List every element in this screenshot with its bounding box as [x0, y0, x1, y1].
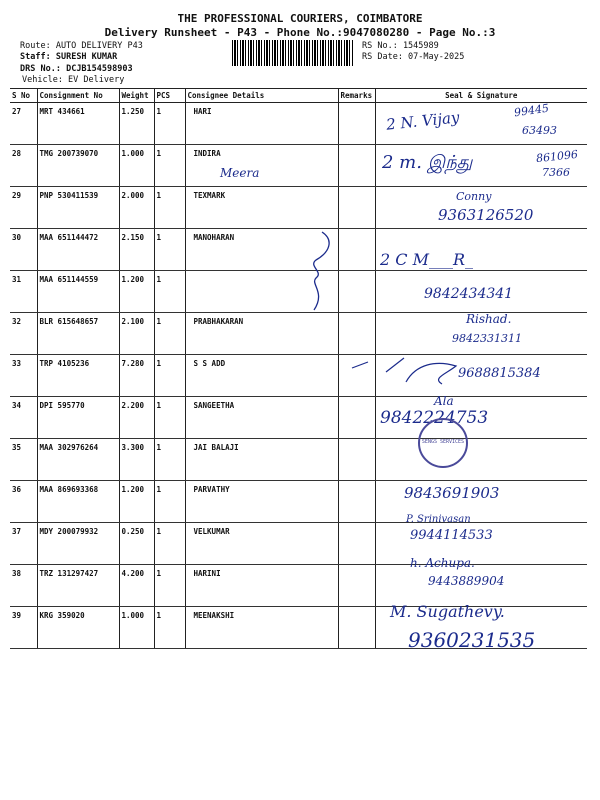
- consignment-number: MAA 651144559: [37, 271, 119, 313]
- table-row: [10, 481, 587, 523]
- phone-27a: 99445: [513, 101, 550, 120]
- row-weight: 1.250: [119, 103, 154, 145]
- consignee-name: S S ADD: [185, 355, 338, 397]
- consignment-number: KRG 359020: [37, 607, 119, 649]
- row-pcs: 1: [154, 313, 185, 355]
- remarks-cell: [338, 607, 375, 649]
- consignee-name: PRABHAKARAN: [185, 313, 338, 355]
- row-sno: 29: [10, 187, 37, 229]
- staff-label: Staff:: [20, 52, 51, 62]
- phone-29: 9363126520: [438, 206, 534, 224]
- table-row: [10, 145, 587, 187]
- col-signature: Seal & Signature: [375, 89, 587, 103]
- row-pcs: 1: [154, 187, 185, 229]
- row-pcs: 1: [154, 271, 185, 313]
- consignee-name: INDIRA: [185, 145, 338, 187]
- consignee-name: JAI BALAJI: [185, 439, 338, 481]
- rs-number: RS No.: 1545989: [362, 41, 439, 51]
- consignment-number: MAA 302976264: [37, 439, 119, 481]
- brace-mark: [300, 226, 340, 316]
- staff-name: SURESH KUMAR: [55, 52, 118, 62]
- col-pcs: PCS: [154, 89, 185, 103]
- consignment-number: TRP 4105236: [37, 355, 119, 397]
- signature-34: Ala: [434, 394, 454, 408]
- signature-29: Conny: [456, 190, 492, 203]
- signature-28: 2 m. இந்து: [382, 152, 473, 173]
- row-weight: 2.200: [119, 397, 154, 439]
- row-sno: 30: [10, 229, 37, 271]
- phone-36: 9843691903: [404, 484, 500, 502]
- table-row: [10, 103, 587, 145]
- row-sno: 36: [10, 481, 37, 523]
- row-pcs: 1: [154, 481, 185, 523]
- phone-27b: 63493: [522, 124, 557, 137]
- vehicle-label: Vehicle: EV Delivery: [22, 75, 125, 85]
- row-pcs: 1: [154, 565, 185, 607]
- row-pcs: 1: [154, 607, 185, 649]
- table-row: [10, 439, 587, 481]
- row-weight: 2.100: [119, 313, 154, 355]
- row-weight: 4.200: [119, 565, 154, 607]
- consignee-name: SANGEETHA: [185, 397, 338, 439]
- consignment-number: PNP 530411539: [37, 187, 119, 229]
- col-sno: S No: [10, 89, 37, 103]
- row-sno: 33: [10, 355, 37, 397]
- row-weight: 1.200: [119, 481, 154, 523]
- row-sno: 39: [10, 607, 37, 649]
- staff-row: [20, 52, 117, 62]
- signature-30: 2 C M___R_: [380, 250, 474, 269]
- row-weight: 1.000: [119, 607, 154, 649]
- consignment-number: MDY 200079932: [37, 523, 119, 565]
- phone-28a: 861096: [535, 147, 579, 166]
- signature-cell: [375, 439, 587, 481]
- table-row: [10, 397, 587, 439]
- signature-38: h. Achupa.: [410, 556, 475, 570]
- signature-27: 2 N. Vijay: [385, 108, 461, 134]
- table-row: [10, 523, 587, 565]
- phone-33: 9688815384: [458, 366, 541, 381]
- consignee-name: HARINI: [185, 565, 338, 607]
- table-row: [10, 229, 587, 271]
- row-pcs: 1: [154, 355, 185, 397]
- runsheet-subtitle: Delivery Runsheet - P43 - Phone No.:9047080280 - Page No.:3: [104, 26, 496, 39]
- phone-39: 9360231535: [408, 628, 536, 652]
- drs-label: DRS No.:: [20, 64, 61, 74]
- remarks-cell: [338, 103, 375, 145]
- barcode: [232, 40, 354, 66]
- remarks-cell: [338, 565, 375, 607]
- phone-34: 9842224753: [380, 408, 489, 428]
- table-header: [10, 89, 587, 103]
- row-weight: 1.000: [119, 145, 154, 187]
- consignment-number: MAA 651144472: [37, 229, 119, 271]
- row-pcs: 1: [154, 523, 185, 565]
- consignment-number: MAA 869693368: [37, 481, 119, 523]
- remarks-cell: [338, 229, 375, 271]
- row-pcs: 1: [154, 439, 185, 481]
- remarks-cell: [338, 145, 375, 187]
- consignment-number: BLR 615648657: [37, 313, 119, 355]
- col-consignment: Consignment No: [37, 89, 119, 103]
- row-weight: 1.200: [119, 271, 154, 313]
- signature-32: Rishad.: [466, 312, 512, 326]
- consignee-name: HARI: [185, 103, 338, 145]
- row-weight: 2.000: [119, 187, 154, 229]
- phone-38: 9443889904: [428, 574, 505, 588]
- phone-28b: 7366: [542, 166, 570, 179]
- remarks-cell: [338, 523, 375, 565]
- row-pcs: 1: [154, 103, 185, 145]
- route-label: Route: AUTO DELIVERY P43: [20, 41, 143, 51]
- row-sno: 32: [10, 313, 37, 355]
- handwritten-name-28: Meera: [220, 166, 260, 180]
- company-seal-stamp: SENGS SERVICES: [418, 418, 468, 468]
- drs-number: DCJB154598903: [66, 64, 133, 74]
- consignment-number: TRZ 131297427: [37, 565, 119, 607]
- row-pcs: 1: [154, 229, 185, 271]
- row-sno: 28: [10, 145, 37, 187]
- remarks-cell: [338, 187, 375, 229]
- remarks-cell: [338, 397, 375, 439]
- remarks-cell: [338, 271, 375, 313]
- col-consignee: Consignee Details: [185, 89, 338, 103]
- row-sno: 38: [10, 565, 37, 607]
- consignee-name: MANOHARAN: [185, 229, 338, 271]
- consignment-number: TMG 200739070: [37, 145, 119, 187]
- phone-37: 9944114533: [410, 528, 493, 543]
- consignee-name: VELKUMAR: [185, 523, 338, 565]
- row-weight: 3.300: [119, 439, 154, 481]
- remarks-cell: [338, 481, 375, 523]
- consignee-name: TEXMARK: [185, 187, 338, 229]
- col-remarks: Remarks: [338, 89, 375, 103]
- consignee-name: PARVATHY: [185, 481, 338, 523]
- row-weight: 2.150: [119, 229, 154, 271]
- row-weight: 7.280: [119, 355, 154, 397]
- company-title: THE PROFESSIONAL COURIERS, COIMBATORE: [177, 12, 423, 25]
- phone-31: 9842434341: [424, 286, 514, 302]
- col-weight: Weight: [119, 89, 154, 103]
- signature-37: P. Srinivasan: [406, 514, 471, 525]
- row-pcs: 1: [154, 145, 185, 187]
- row-pcs: 1: [154, 397, 185, 439]
- row-sno: 35: [10, 439, 37, 481]
- rs-date: RS Date: 07-May-2025: [362, 52, 465, 62]
- consignment-number: DPI 595770: [37, 397, 119, 439]
- row-sno: 31: [10, 271, 37, 313]
- row-sno: 34: [10, 397, 37, 439]
- drs-row: [20, 64, 133, 74]
- consignment-number: MRT 434661: [37, 103, 119, 145]
- remarks-cell: [338, 439, 375, 481]
- row-weight: 0.250: [119, 523, 154, 565]
- row-sno: 37: [10, 523, 37, 565]
- consignee-name: MEENAKSHI: [185, 607, 338, 649]
- phone-32: 9842331311: [452, 332, 522, 345]
- signature-39: M. Sugathevy.: [390, 602, 505, 621]
- row-sno: 27: [10, 103, 37, 145]
